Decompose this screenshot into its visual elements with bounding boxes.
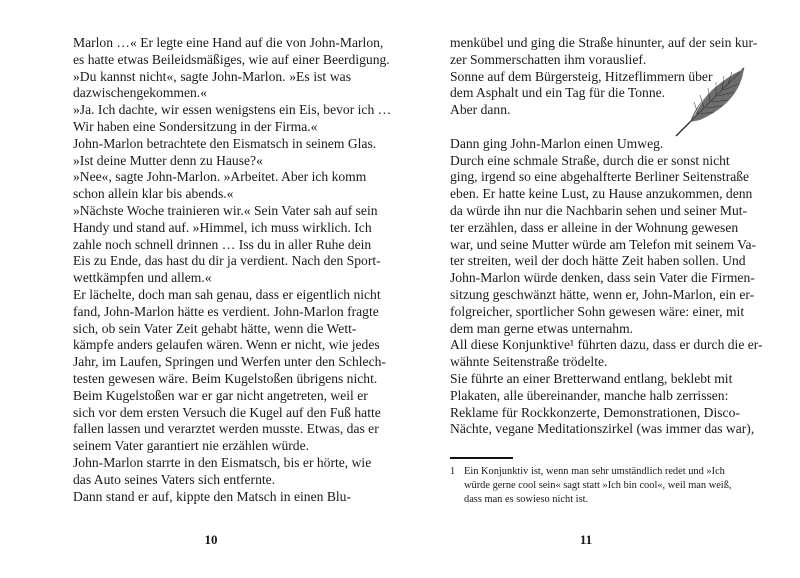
paragraph: [450, 152, 757, 338]
footnote-line: Ein Konjunktiv ist, wenn man sehr umständlich redet und »Ich: [464, 466, 725, 477]
body-text: [73, 35, 392, 505]
footnote-divider: [450, 457, 513, 459]
text-line: »Du kannst nicht«, sagte John-Marlon. »Es ist was: [73, 68, 351, 84]
paragraph: [73, 169, 367, 203]
text-line: fallen lassen und verarztet werden musste. Etwas, das er: [73, 421, 379, 437]
text-line: das Auto seines Vaters sich entfernte.: [73, 471, 276, 487]
text-line: Aber dann.: [450, 102, 511, 118]
paragraph: [73, 202, 381, 287]
text-line: sich, ob sein Vater Zeit gehabt hätte, wenn die Wett-: [73, 320, 357, 336]
footnote-number: 1: [450, 466, 456, 477]
page-number: 10: [204, 532, 218, 547]
paragraph: [73, 135, 377, 153]
text-line: ter streiten, weil der doch hätte Zeit haben sollen. Und: [450, 253, 746, 269]
right-page: [400, 0, 800, 578]
text-line: Eis zu Ende, das hast du dir ja verdient. Nach den Sport-: [73, 253, 381, 269]
text-line: Nächte, vegane Meditationszirkel (was immer das war),: [450, 421, 755, 437]
feather-icon: [670, 62, 750, 142]
text-line: sitzung geschwänzt hätte, wenn er, John-Marlon, ein er-: [450, 286, 755, 302]
text-line: zahle noch schnell drinnen … Iss du in aller Ruhe dein: [73, 236, 372, 252]
text-line: zer Sommerschatten ihm vorauslief.: [450, 51, 647, 67]
text-line: Beim Kugelstoßen war er gar nicht angetreten, weil er: [73, 387, 368, 403]
text-line: testen gewesen wäre. Beim Kugelstoßen übrigens nicht.: [73, 370, 378, 386]
text-line: ging, irgend so eine abgehalfterte Berliner Seitenstraße: [450, 169, 750, 185]
text-line: folgreicher, sportlicher Sohn gewesen wäre: einer, mit: [450, 303, 745, 319]
paragraph: [450, 370, 755, 438]
text-line: Sie führte an einer Bretterwand entlang, beklebt mit: [450, 370, 733, 386]
text-line: Handy und stand auf. »Himmel, ich muss wirklich. Ich: [73, 219, 372, 235]
paragraph: [73, 35, 390, 69]
text-line: dem Asphalt und ein Tag für die Tonne.: [450, 85, 666, 101]
text-line: »Nächste Woche trainieren wir.« Sein Vater sah auf sein: [73, 202, 378, 218]
text-line: Plakaten, alle übereinander, manche halb zerrissen:: [450, 387, 729, 403]
paragraph: [450, 337, 763, 371]
text-line: John-Marlon starrte in den Eismatsch, bis er hörte, wie: [73, 454, 372, 470]
text-line: Durch eine schmale Straße, durch die er sonst nicht: [450, 152, 730, 168]
text-line: Wir haben eine Sondersitzung in der Firma.«: [73, 118, 318, 134]
page-number: 11: [579, 532, 593, 547]
text-line: Er lächelte, doch man sah genau, dass er eigentlich nicht: [73, 286, 381, 302]
text-line: dem man gerne etwas unternahm.: [450, 320, 634, 336]
text-line: John-Marlon betrachtete den Eismatsch in seinem Glas.: [73, 135, 377, 151]
text-line: ter erzählen, dass er alleine in der Wohnung gewesen: [450, 219, 739, 235]
text-line: Sonne auf dem Bürgersteig, Hitzeflimmern über: [450, 68, 713, 84]
text-line: sich vor dem ersten Versuch die Kugel auf den Fuß hatte: [73, 404, 381, 420]
paragraph: [73, 69, 351, 103]
text-line: kämpfe anders gelaufen wären. Wenn er nicht, wie jedes: [73, 337, 380, 353]
text-line: es hatte etwas Beileidsmäßiges, wie auf einer Beerdigung.: [73, 51, 390, 67]
footnote-line: dass man es sowieso nicht ist.: [464, 494, 589, 505]
text-line: wähnte Seitenstraße trödelte.: [450, 354, 608, 370]
text-line: John-Marlon würde denken, dass sein Vater die Firmen-: [450, 270, 755, 286]
footnote: [450, 465, 730, 507]
text-line: da würde ihn nur die Nachbarin sehen und seiner Mut-: [450, 202, 748, 218]
text-line: war, und seine Mutter würde am Telefon mit seinem Va-: [450, 236, 757, 252]
paragraph: [73, 454, 372, 489]
text-line: eben. Er hatte keine Lust, zu Hause anzukommen, denn: [450, 186, 753, 202]
paragraph: [73, 489, 351, 506]
text-line: dazwischengekommen.«: [73, 85, 208, 101]
text-line: fand, John-Marlon hätte es verdient. John-Marlon fragte: [73, 303, 379, 319]
text-line: Marlon …« Er legte eine Hand auf die von John-Marlon,: [73, 35, 384, 50]
paragraph: [73, 102, 392, 136]
text-line: All diese Konjunktive¹ führten dazu, dass er durch die er-: [450, 337, 763, 353]
text-line: Jahr, im Laufen, Springen und Werfen unter den Schlech-: [73, 354, 386, 370]
paragraph: [73, 153, 351, 170]
text-line: menkübel und ging die Straße hinunter, auf der sein kur-: [450, 35, 758, 50]
text-line: schon allein klar bis abends.«: [73, 186, 234, 202]
text-line: »Nee«, sagte John-Marlon. »Arbeitet. Aber ich komm: [73, 169, 367, 185]
text-line: seinem Vater garantiert nie erzählen würde.: [73, 438, 310, 454]
text-line: Dann stand er auf, kippte den Matsch in einen Blu-: [73, 488, 351, 504]
text-line: Dann ging John-Marlon einen Umweg.: [450, 135, 664, 151]
paragraph: [73, 286, 386, 455]
text-line: wettkämpfen und allem.«: [73, 270, 212, 286]
footnote-line: würde gerne cool sein« sagt statt »Ich bin cool«, weil man weiß,: [464, 480, 732, 491]
text-line: »Ist deine Mutter denn zu Hause?«: [73, 152, 263, 168]
text-line: »Ja. Ich dachte, wir essen wenigstens ein Eis, bevor ich …: [73, 102, 392, 118]
text-line: Reklame für Rockkonzerte, Demonstrationen, Disco-: [450, 404, 740, 420]
